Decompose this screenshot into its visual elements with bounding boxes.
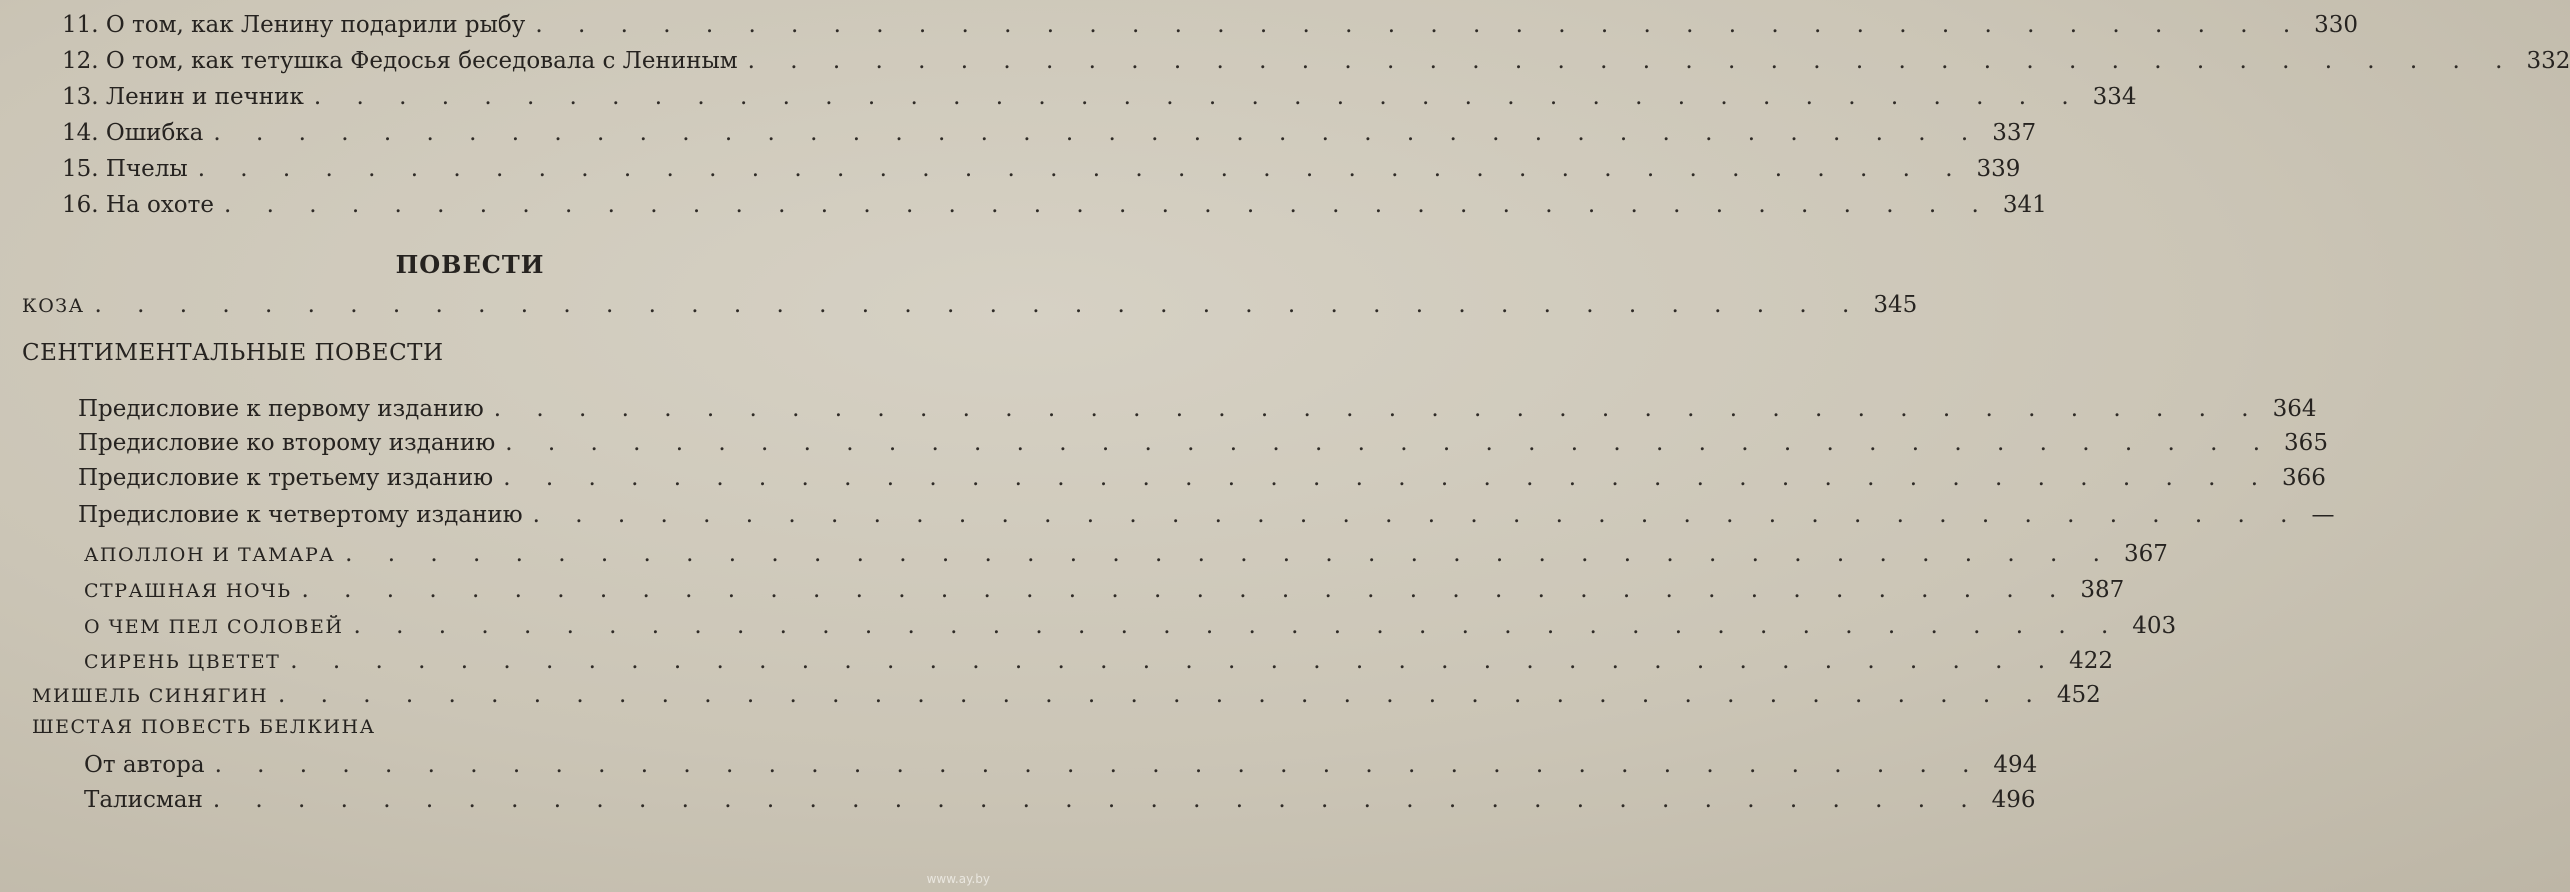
entry-page-number: 496 bbox=[1991, 787, 2036, 813]
leader-dots: . . . . . . . . . . . . . . . . . . . . . . . . . . . . . . . . . . . . . . . . . . bbox=[278, 682, 2047, 708]
entry-title: КОЗА bbox=[22, 295, 85, 317]
leader-dots: . . . . . . . . . . . . . . . . . . . . . . . . . . . . . . . . . . . . . . . . . . bbox=[213, 120, 1983, 146]
toc-entry-13 bbox=[62, 84, 2137, 118]
entry-title: СИРЕНЬ ЦВЕТЕТ bbox=[84, 651, 281, 673]
entry-title: ШЕСТАЯ ПОВЕСТЬ БЕЛКИНА bbox=[32, 716, 376, 738]
leader-dots: . . . . . . . . . . . . . . . . . . . . . . . . . . . . . . . . . . . . . . . . . . bbox=[353, 613, 2123, 639]
entry-title: 13. Ленин и печник bbox=[62, 84, 304, 110]
entry-page-number: 341 bbox=[2002, 192, 2047, 218]
entry-page-number: 387 bbox=[2080, 577, 2125, 603]
toc-entry-preface-4 bbox=[78, 502, 2335, 536]
toc-entry-preface-1 bbox=[78, 396, 2317, 430]
leader-dots: . . . . . . . . . . . . . . . . . . . . . . . . . . . . . . . . . . . . . . . . . . bbox=[197, 156, 1967, 182]
entry-page-number: 339 bbox=[1976, 156, 2021, 182]
leader-dots: . . . . . . . . . . . . . . . . . . . . . . . . . . . . . . . . . . . . . . . . . . bbox=[301, 577, 2071, 603]
entry-title: О ЧЕМ ПЕЛ СОЛОВЕЙ bbox=[84, 616, 344, 638]
leader-dots: . . . . . . . . . . . . . . . . . . . . . . . . . . . . . . . . . . . . . . . . . . bbox=[503, 465, 2273, 491]
toc-entry-14 bbox=[62, 120, 2037, 154]
entry-title: Предисловие ко второму изданию bbox=[78, 430, 496, 456]
toc-entry-talisman bbox=[84, 787, 2036, 821]
toc-entry-preface-3 bbox=[78, 465, 2326, 499]
entry-page-number: 364 bbox=[2272, 396, 2317, 422]
entry-title: Талисман bbox=[84, 787, 203, 813]
entry-page-number: 330 bbox=[2314, 12, 2359, 38]
entry-page-number: 403 bbox=[2132, 613, 2177, 639]
entry-title: 11. О том, как Ленину подарили рыбу bbox=[62, 12, 526, 38]
entry-title: 16. На охоте bbox=[62, 192, 214, 218]
toc-entry-ot-avtora bbox=[84, 752, 2038, 786]
leader-dots: . . . . . . . . . . . . . . . . . . . . . . . . . . . . . . . . . . . . . . . . . . bbox=[747, 48, 2517, 74]
leader-dots: . . . . . . . . . . . . . . . . . . . . . . . . . . . . . . . . . . . . . . . . . . bbox=[345, 541, 2114, 567]
leader-dots: . . . . . . . . . . . . . . . . . . . . . . . . . . . . . . . . . . . . . . . . . . bbox=[493, 396, 2263, 422]
entry-title: 12. О том, как тетушка Федосья беседовала с Лениным bbox=[62, 48, 738, 74]
entry-page-number: — bbox=[2311, 502, 2335, 528]
toc-entry-12 bbox=[62, 48, 2570, 82]
section-heading: ПОВЕСТИ bbox=[395, 250, 545, 279]
leader-dots: . . . . . . . . . . . . . . . . . . . . . . . . . . . . . . . . . . . . . . . . . . bbox=[505, 430, 2275, 456]
leader-dots: . . . . . . . . . . . . . . . . . . . . . . . . . . . . . . . . . . . . . . . . . . bbox=[212, 787, 1982, 813]
entry-page-number: 422 bbox=[2069, 648, 2114, 674]
entry-title: 15. Пчелы bbox=[62, 156, 188, 182]
leader-dots: . . . . . . . . . . . . . . . . . . . . . . . . . . . . . . . . . . . . . . . . . . bbox=[214, 752, 1984, 778]
entry-page-number: 345 bbox=[1873, 292, 1918, 318]
entry-page-number: 332 bbox=[2526, 48, 2570, 74]
entry-title: АПОЛЛОН И ТАМАРА bbox=[84, 544, 336, 566]
toc-entry-siren bbox=[84, 648, 2114, 682]
toc-entry-16 bbox=[62, 192, 2047, 226]
toc-entry-strashnaya-noch bbox=[84, 577, 2125, 611]
leader-dots: . . . . . . . . . . . . . . . . . . . . . . . . . . . . . . . . . . . . . . . . . . bbox=[94, 292, 1864, 318]
sentimental-heading: СЕНТИМЕНТАЛЬНЫЕ ПОВЕСТИ bbox=[22, 340, 444, 366]
leader-dots: . . . . . . . . . . . . . . . . . . . . . . . . . . . . . . . . . . . . . . . . . . bbox=[532, 502, 2302, 528]
entry-title: От автора bbox=[84, 752, 205, 778]
entry-page-number: 337 bbox=[1992, 120, 2037, 146]
entry-page-number: 334 bbox=[2092, 84, 2137, 110]
entry-title: Предисловие к третьему изданию bbox=[78, 465, 494, 491]
entry-page-number: 494 bbox=[1993, 752, 2038, 778]
belkin-heading bbox=[32, 716, 632, 750]
leader-dots: . . . . . . . . . . . . . . . . . . . . . . . . . . . . . . . . . . . . . . . . . . bbox=[223, 192, 1993, 218]
leader-dots: . . . . . . . . . . . . . . . . . . . . . . . . . . . . . . . . . . . . . . . . . . bbox=[290, 648, 2060, 674]
toc-entry-solovei bbox=[84, 613, 2177, 647]
toc-entry-michel bbox=[32, 682, 2101, 716]
entry-page-number: 452 bbox=[2056, 682, 2101, 708]
leader-dots: . . . . . . . . . . . . . . . . . . . . . . . . . . . . . . . . . . . . . . . . . . bbox=[313, 84, 2083, 110]
entry-title: Предисловие к первому изданию bbox=[78, 396, 484, 422]
toc-entry-preface-2 bbox=[78, 430, 2328, 464]
entry-title: Предисловие к четвертому изданию bbox=[78, 502, 523, 528]
entry-title: 14. Ошибка bbox=[62, 120, 204, 146]
entry-page-number: 366 bbox=[2282, 465, 2326, 491]
entry-page-number: 367 bbox=[2123, 541, 2168, 567]
watermark: www.ay.by bbox=[926, 872, 990, 886]
toc-entry-11 bbox=[62, 12, 2359, 46]
entry-title: МИШЕЛЬ СИНЯГИН bbox=[32, 685, 269, 707]
entry-title: СТРАШНАЯ НОЧЬ bbox=[84, 580, 292, 602]
toc-entry-apollon bbox=[84, 541, 2168, 575]
toc-entry-15 bbox=[62, 156, 2021, 190]
toc-entry-koza bbox=[22, 292, 1918, 326]
leader-dots: . . . . . . . . . . . . . . . . . . . . . . . . . . . . . . . . . . . . . . . . . . bbox=[535, 12, 2305, 38]
entry-page-number: 365 bbox=[2284, 430, 2328, 456]
